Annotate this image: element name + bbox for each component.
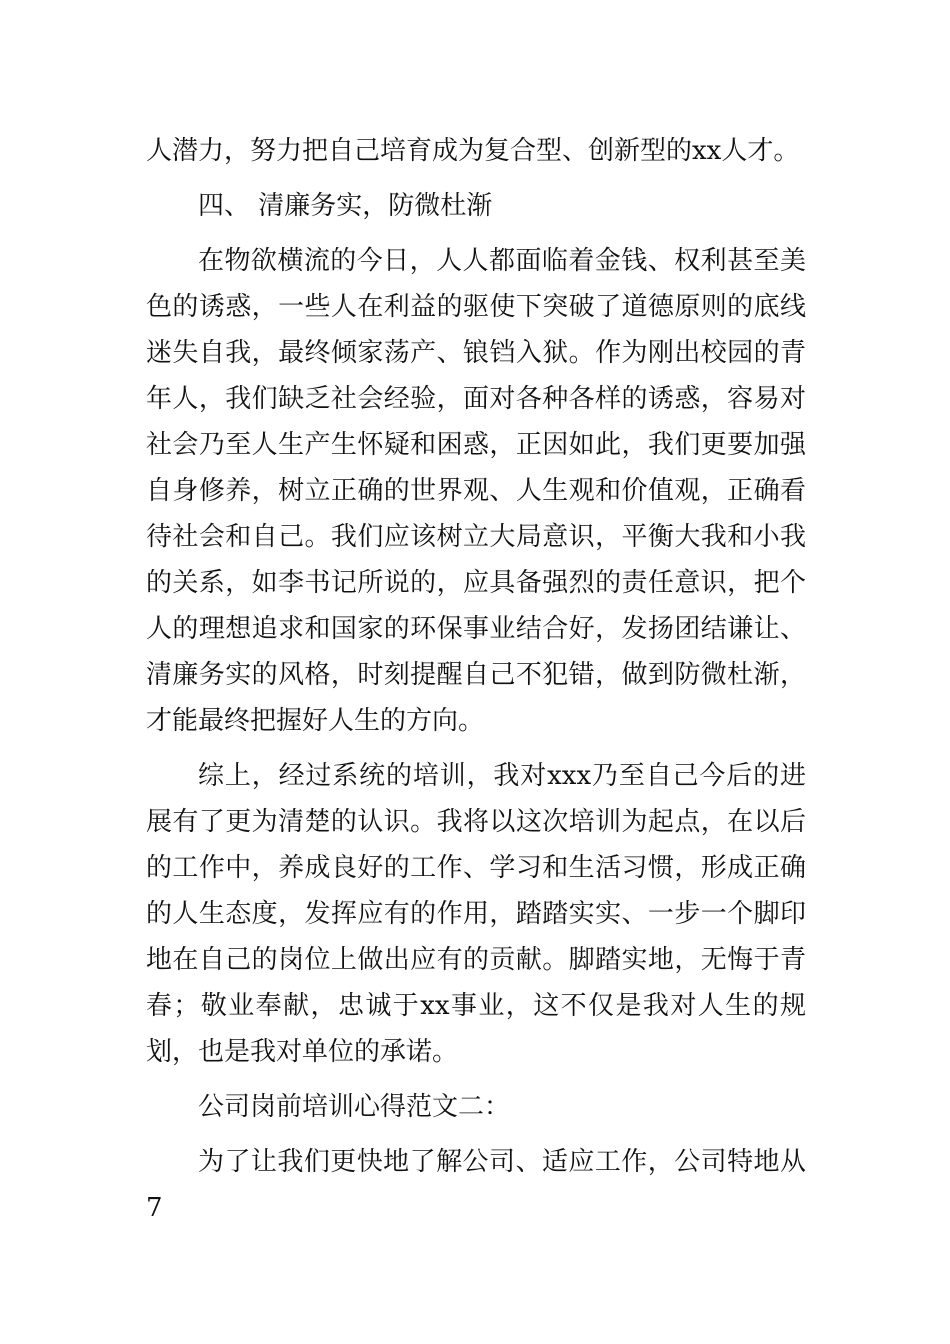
document-body [146,128,806,1231]
paragraph-continuation: 人潜力，努力把自己培育成为复合型、创新型的xx人才。 [146,136,800,166]
paragraph-intro-sample-two: 为了让我们更快地了解公司、适应工作，公司特地从7 [146,1147,806,1223]
paragraph-summary: 综上，经过系统的培训，我对xxx乃至自己今后的进展有了更为清楚的认识。我将以这次培训为起点，在以后的工作中，养成良好的工作、学习和生活习惯，形成正确的人生态度，发挥应有的作用，踏踏实实、一步一个脚印地在自己的岗位上做出应有的贡献。脚踏实地，无悔于青春；敬业奉献，忠诚于xx事业，这不仅是我对人生的规划，也是我对单位的承诺。 [146,761,806,1067]
section-title-sample-two: 公司岗前培训心得范文二： [198,1092,511,1122]
paragraph-integrity: 在物欲横流的今日，人人都面临着金钱、权利甚至美色的诱惑，一些人在利益的驱使下突破了道德原则的底线迷失自我，最终倾家荡产、锒铛入狱。作为刚出校园的青年人，我们缺乏社会经验，面对各种各样的诱惑，容易对社会乃至人生产生怀疑和困惑，正因如此，我们更要加强自身修养，树立正确的世界观、人生观和价值观，正确看待社会和自己。我们应该树立大局意识，平衡大我和小我的关系，如李书记所说的，应具备强烈的责任意识，把个人的理想追求和国家的环保事业结合好，发扬团结谦让、清廉务实的风格，时刻提醒自己不犯错，做到防微杜渐，才能最终把握好人生的方向。 [146,246,806,736]
section-heading-four: 四、 清廉务实，防微杜渐 [198,191,493,221]
